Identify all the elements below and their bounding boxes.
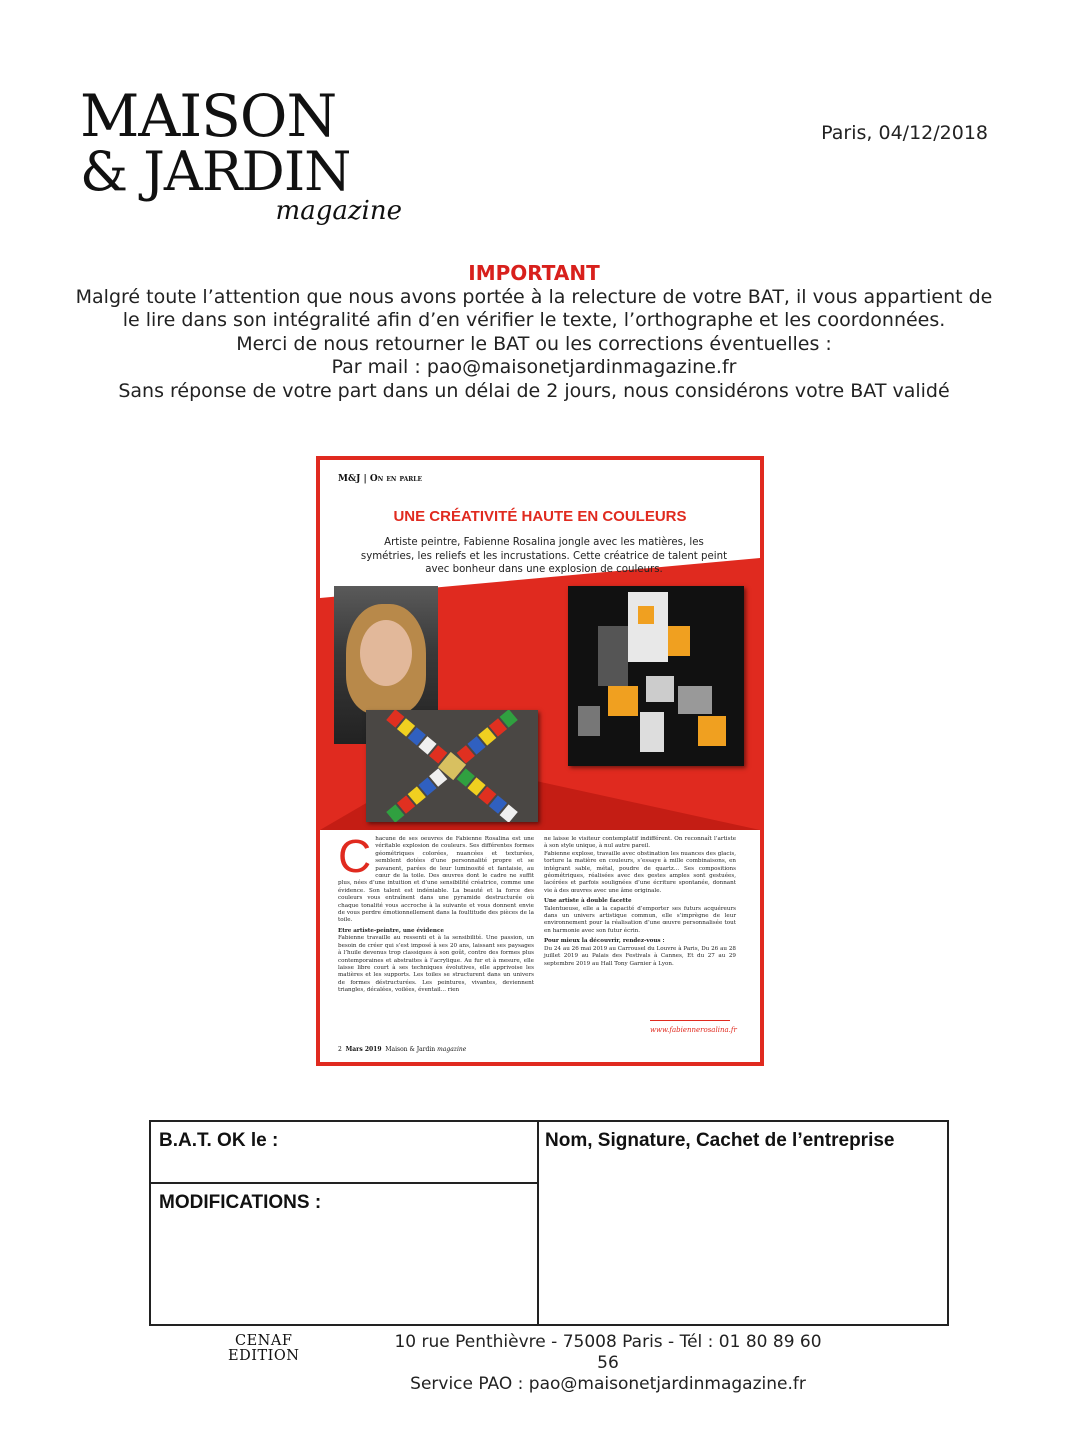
modifications-field[interactable]: MODIFICATIONS :: [159, 1192, 322, 1213]
important-notice: [40, 262, 1028, 403]
cenaf-logo-line-1: CENAF: [235, 1333, 293, 1349]
cenaf-edition-logo: [228, 1334, 299, 1364]
artwork-black-geometric-shapes: [568, 586, 744, 766]
article-headline: UNE CRÉATIVITÉ HAUTE EN COULEURS: [393, 508, 687, 525]
signature-field[interactable]: Nom, Signature, Cachet de l’entreprise: [545, 1130, 895, 1151]
maison-jardin-logo: [80, 82, 406, 228]
artwork-black-geometric: [568, 586, 744, 766]
col1-paragraph-2: Fabienne travaille au ressenti et à la sensibilité. Une passion, un besoin de créer qui s’est imposé à ses 20 ans, laissant ses paysages à l’huile devenus trop classiques à son goût, contre des formes plus contemporaines et abstraites à l’acrylique. Au fur et à mesure, elle laisse libre court à ses techniques évolutives, elle apprivoise les matières et les supports. Les toiles se structurent dans un univers de formes déstructurées. Les peintures, vivantes, deviennent triangles, décalées, voilées, éventail... rien: [338, 935, 534, 994]
cenaf-logo-line-2: EDITION: [228, 1348, 300, 1364]
logo-line-magazine: magazine: [275, 196, 402, 226]
important-line-1: Malgré toute l’attention que nous avons portée à la relecture de votre BAT, il vous appartient de: [75, 285, 993, 308]
proof-footer-brand: Maison & Jardin: [385, 1046, 436, 1053]
portrait-face: [360, 620, 412, 686]
logo-line-maison: MAISON: [80, 82, 337, 150]
important-line-5: Sans réponse de votre part dans un délai de 2 jours, nous considérons votre BAT validé: [118, 379, 950, 402]
proof-page-number: 2: [338, 1046, 342, 1053]
artwork-colorful-cross-shapes: [366, 710, 538, 822]
col2-paragraph-2: Fabienne explose, travaille avec obstination les nuances des glacis, torture la matière en couleurs, s’essaye à mille combinaisons, en intégrant sable, métal, poudre de quartz... Ses compositions géométriques, réalisées avec des gestes amples sont gestuées, lacérées et parfois soulignées d’une écriture spontanée, donnant vie à des œuvres avec une âme originale.: [544, 850, 736, 894]
footer-service-email: Service PAO : pao@maisonetjardinmagazine.fr: [410, 1374, 806, 1394]
article-dropcap: C: [338, 830, 372, 882]
footer-address: 10 rue Penthièvre - 75008 Paris - Tél : 01 80 89 60 56: [394, 1332, 822, 1373]
proof-footer-magazine: magazine: [437, 1046, 467, 1053]
article-column-1: [338, 830, 534, 995]
form-divider-vertical: [537, 1122, 539, 1326]
important-line-4: Par mail : pao@maisonetjardinmagazine.fr: [331, 356, 737, 378]
form-divider-horizontal: [151, 1182, 537, 1184]
proof-issue-date: Mars 2019: [345, 1046, 382, 1053]
logo-line-jardin: & JARDIN: [80, 140, 351, 203]
magazine-proof-page: [316, 456, 764, 1066]
article-column-2: [544, 836, 736, 968]
important-line-3: Merci de nous retourner le BAT ou les corrections éventuelles :: [236, 332, 832, 355]
important-title: IMPORTANT: [468, 261, 600, 285]
article-intro: Artiste peintre, Fabienne Rosalina jongle avec les matières, les symétries, les reliefs et les incrustations. Cette créatrice de talent peint avec bonheur dans une explosion de couleurs.: [360, 537, 728, 575]
artwork-colorful-cross: [366, 710, 538, 822]
col2-paragraph-3: Talentueuse, elle a la capacité d’emporter ses futurs acquéreurs dans un univers artistique commun, elle s’imprègne de leur environnement pour la réalisation d’une œuvre personnalisée tout en harmonie avec son futur écrin.: [544, 905, 736, 934]
col2-subheading-1: Une artiste à double facette: [544, 898, 632, 905]
document-date: Paris, 04/12/2018: [821, 122, 988, 144]
section-header: [338, 474, 422, 484]
approval-form: [149, 1120, 949, 1326]
section-name: On en parle: [369, 474, 423, 484]
col1-paragraph-1: hacune de ses oeuvres de Fabienne Rosalina est une véritable explosion de couleurs. Ses différentes formes géométriques colorées, nuancées et texturées, semblent dotées d’une personnalité propre et se pavanent, parées de leur luminosité et fantaisie, au cœur de la toile. Des œuvres dont le cadre ne suffit plus, nées d’une intuition et d’une sensibilité créatrice, comme une évidence. Son talent est indéniable. La beauté et la force des couleurs vous entraînent dans une pyramide destructurée où chaque tonalité vous accroche à la suivante et vous donnent envie de vous perdre émotionnellement dans la foultitude des pièces de la toile.: [338, 836, 534, 924]
col1-subheading: Etre artiste-peintre, une évidence: [338, 927, 444, 934]
artist-website: www.fabiennerosalina.fr: [650, 1026, 737, 1034]
col2-paragraph-4: Du 24 au 26 mai 2019 au Carrousel du Louvre à Paris, Du 26 au 28 juillet 2019 au Palais des Festivals à Cannes, Et du 27 au 29 septembre 2019 au Hall Tony Garnier à Lyon.: [544, 945, 736, 967]
footer-contact: [386, 1332, 830, 1395]
section-brand: M&J |: [338, 474, 370, 484]
col2-subheading-2: Pour mieux la découvrir, rendez-vous :: [544, 938, 665, 945]
website-rule: [650, 1020, 730, 1021]
bat-ok-field[interactable]: B.A.T. OK le :: [159, 1130, 279, 1151]
col2-paragraph-1: ne laisse le visiteur contemplatif indifférent. On reconnaît l’artiste à son style unique, à nul autre pareil.: [544, 836, 736, 850]
proof-footer: [338, 1046, 466, 1053]
important-line-2: le lire dans son intégralité afin d’en vérifier le texte, l’orthographe et les coordonnées.: [122, 309, 946, 331]
